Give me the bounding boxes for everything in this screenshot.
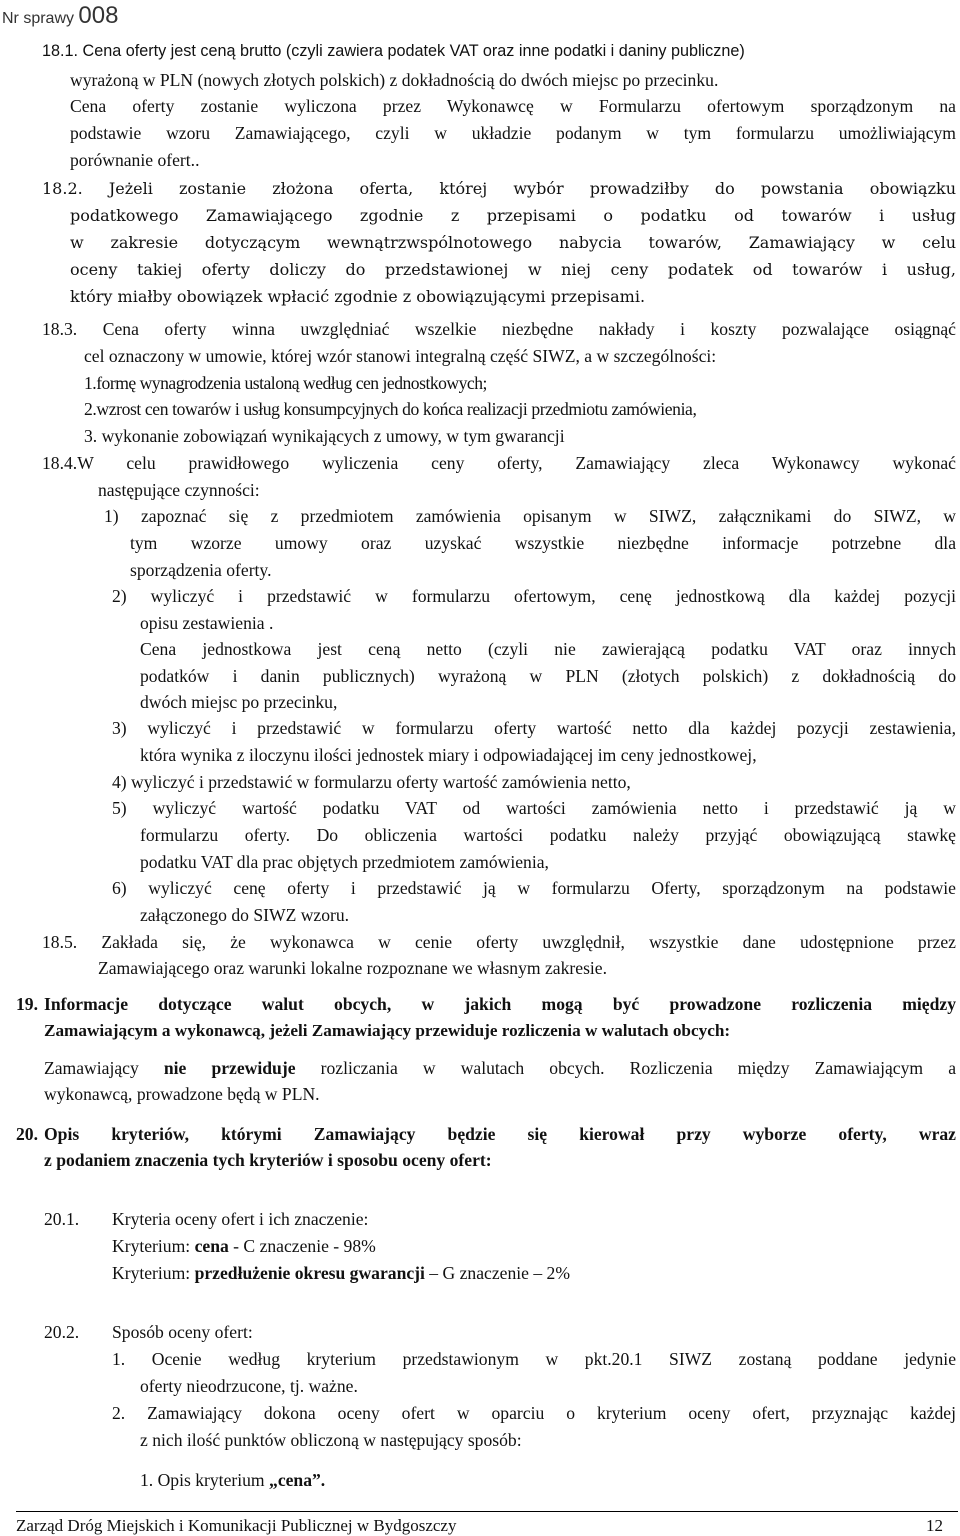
subsection-20-1-title: Kryteria oceny ofert i ich znaczenie: xyxy=(112,1209,369,1229)
par-18-4-line-2: następujące czynności: xyxy=(98,480,260,500)
par-18-2-line-4: oceny takiej oferty doliczy do przedstawionej w niej ceny podatek od towarów i usług, xyxy=(70,260,956,279)
par-18-4-item-1-line-1: 1) zapoznać się z przedmiotem zamówienia opisanym w SIWZ, załącznikami do SIWZ, w xyxy=(104,506,956,526)
par-18-4-item-6-line-2: załączonego do SIWZ wzoru. xyxy=(140,905,350,925)
par-18-2-line-1: 18.2. Jeżeli zostanie złożona oferta, której wybór prowadziłby do powstania obowiązku xyxy=(42,179,956,198)
section-19-number: 19. xyxy=(16,994,38,1014)
evaluation-point-1-line-1: 1. Ocenie według kryterium przedstawionym w pkt.20.1 SIWZ zostaną poddane jedynie xyxy=(112,1349,956,1369)
par-18-3-line-2: cel oznaczony w umowie, której wzór stanowi integralną część SIWZ, a w szczególności: xyxy=(84,346,717,366)
subsection-20-1-number: 20.1. xyxy=(44,1209,80,1229)
section-19-body-line-1: Zamawiający nie przewiduje rozliczania w walutach obcych. Rozliczenia między Zamawiającym a xyxy=(44,1058,956,1078)
par-18-4-item-2-line-4: podatków i danin publicznych) wyrażoną w PLN (złotych polskich) z dokładnością do xyxy=(140,666,956,686)
section-20-title-line-1: Opis kryteriów, którymi Zamawiający będzie się kierował przy wyborze oferty, wraz xyxy=(44,1124,956,1144)
par-18-1-line-1: 18.1. Cena oferty jest ceną brutto (czyli zawiera podatek VAT oraz inne podatki i daniny publiczne) xyxy=(42,42,745,60)
par-18-4-item-6-line-1: 6) wyliczyć cenę oferty i przedstawić ją w formularzu Oferty, sporządzonym na podstawie xyxy=(112,878,956,898)
par-18-4-item-3-line-1: 3) wyliczyć i przedstawić w formularzu oferty wartość netto dla każdej pozycji zestawienia, xyxy=(112,718,956,738)
case-number-header xyxy=(2,4,118,28)
criterion-warranty: Kryterium: przedłużenie okresu gwarancji – G znaczenie – 2% xyxy=(112,1263,570,1283)
evaluation-point-2-line-1: 2. Zamawiający dokona oceny ofert w oparciu o kryterium oceny ofert, przyznając każdej xyxy=(112,1403,956,1423)
par-18-3-item-3: 3. wykonanie zobowiązań wynikających z umowy, w tym gwarancji xyxy=(84,426,565,446)
case-number: 008 xyxy=(78,2,119,29)
no-foreign-currency-emphasis: nie przewiduje xyxy=(163,1058,296,1078)
criterion-description-heading: 1. Opis kryterium „cena”. xyxy=(140,1470,326,1490)
par-18-5-line-1: 18.5. Zakłada się, że wykonawca w cenie oferty uwzględnił, wszystkie dane udostępnione przez xyxy=(42,932,956,952)
section-19-title-line-2: Zamawiającym a wykonawcą, jeżeli Zamawiający przewiduje rozliczenia w walutach obcych: xyxy=(44,1021,731,1040)
par-18-4-line-1: 18.4.W celu prawidłowego wyliczenia ceny oferty, Zamawiający zleca Wykonawcy wykonać xyxy=(42,453,956,473)
par-18-4-item-1-line-3: sporządzenia oferty. xyxy=(130,560,272,580)
section-20-title-line-2: z podaniem znaczenia tych kryteriów i sposobu oceny ofert: xyxy=(44,1150,492,1170)
par-18-3-line-1: 18.3. Cena oferty winna uwzględniać wszelkie niezbędne nakłady i koszty pozwalające osiągnąć xyxy=(42,319,956,339)
par-18-1-line-3: Cena oferty zostanie wyliczona przez Wykonawcę w Formularzu ofertowym sporządzonym na xyxy=(70,96,956,116)
par-18-4-item-2-line-1: 2) wyliczyć i przedstawić w formularzu ofertowym, cenę jednostkową dla każdej pozycji xyxy=(112,586,956,606)
evaluation-point-1-line-2: oferty nieodrzucone, tj. ważne. xyxy=(140,1376,358,1396)
case-label: Nr sprawy xyxy=(2,10,75,27)
subsection-20-2-number: 20.2. xyxy=(44,1322,80,1342)
section-19-title-line-1: Informacje dotyczące walut obcych, w jakich mogą być prowadzone rozliczenia między xyxy=(44,994,956,1014)
criterion-price: Kryterium: cena - C znaczenie - 98% xyxy=(112,1236,376,1256)
par-18-4-item-4: 4) wyliczyć i przedstawić w formularzu oferty wartość zamówienia netto, xyxy=(112,772,631,792)
page-number: 12 xyxy=(926,1516,943,1535)
par-18-4-item-2-line-5: dwóch miejsc po przecinku, xyxy=(140,692,338,712)
par-18-4-item-5-line-1: 5) wyliczyć wartość podatku VAT od wartości zamówienia netto i przedstawić ją w xyxy=(112,798,956,818)
par-18-5-line-2: Zamawiającego oraz warunki lokalne rozpoznane we własnym zakresie. xyxy=(98,958,608,978)
footer-rule xyxy=(16,1511,958,1512)
par-18-2-line-5: który miałby obowiązek wpłacić zgodnie z obowiązującymi przepisami. xyxy=(70,287,646,306)
evaluation-point-2-line-2: z nich ilość punktów obliczoną w następujący sposób: xyxy=(140,1430,522,1450)
par-18-4-item-5-line-2: formularzu oferty. Do obliczenia wartości podatku należy przyjąć obowiązującą stawkę xyxy=(140,825,956,845)
par-18-4-item-5-line-3: podatku VAT dla prac objętych przedmiotem zamówienia, xyxy=(140,852,549,872)
section-19-body-line-2: wykonawcą, prowadzone będą w PLN. xyxy=(44,1084,320,1104)
footer-organization: Zarząd Dróg Miejskich i Komunikacji Publicznej w Bydgoszczy xyxy=(16,1516,457,1535)
par-18-2-line-2: podatkowego Zamawiającego zgodnie z przepisami o podatku od towarów i usług xyxy=(70,206,956,225)
subsection-20-2-title: Sposób oceny ofert: xyxy=(112,1322,253,1342)
section-20-number: 20. xyxy=(16,1124,38,1144)
par-18-1-line-2: wyrażoną w PLN (nowych złotych polskich) z dokładnością do dwóch miejsc po przecinku. xyxy=(70,70,719,90)
par-18-4-item-3-line-2: która wynika z iloczynu ilości jednostek miary i odpowiadającej im ceny jednostkowej, xyxy=(140,745,757,765)
par-18-4-item-2-line-3: Cena jednostkowa jest ceną netto (czyli nie zawierającą podatku VAT oraz innych xyxy=(140,639,956,659)
par-18-3-item-2: 2.wzrost cen towarów i usług konsumpcyjnych do końca realizacji przedmiotu zamówienia, xyxy=(84,399,697,419)
par-18-2-line-3: w zakresie dotyczącym wewnątrzwspólnotowego nabycia towarów, Zamawiający w celu xyxy=(70,233,956,252)
par-18-4-item-2-line-2: opisu zestawienia . xyxy=(140,613,274,633)
par-18-1-line-5: porównanie ofert.. xyxy=(70,150,200,170)
par-18-3-item-1: 1.formę wynagrodzenia ustaloną według cen jednostkowych; xyxy=(84,373,487,393)
par-18-4-item-1-line-2: tym wzorze umowy oraz uzyskać wszystkie niezbędne informacje potrzebne dla xyxy=(130,533,956,553)
par-18-1-line-4: podstawie wzoru Zamawiającego, czyli w układzie podanym w tym formularzu umożliwiającym xyxy=(70,123,956,143)
